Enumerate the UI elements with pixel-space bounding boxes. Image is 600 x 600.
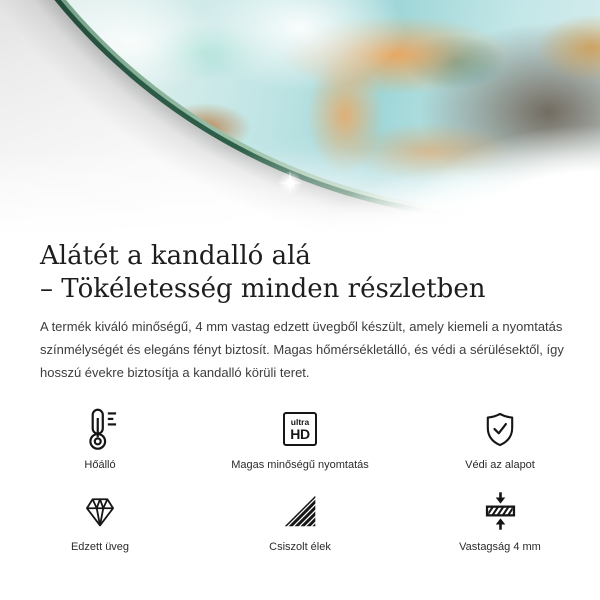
thickness-icon	[483, 487, 518, 535]
thermometer-icon	[84, 405, 117, 453]
feature-thickness	[400, 487, 600, 553]
page-title-line1: Alátét a kandalló alá	[40, 241, 311, 271]
diamond-icon	[82, 487, 118, 535]
product-photo	[0, 0, 600, 238]
feature-label: Csiszolt élek	[269, 541, 331, 553]
feature-label: Védi az alapot	[465, 459, 535, 471]
feature-label: Magas minőségű nyomtatás	[231, 459, 369, 471]
feature-high-quality-print	[200, 405, 400, 471]
content-section	[0, 240, 600, 553]
feature-protects-base	[400, 405, 600, 471]
feature-label: Hőálló	[84, 459, 116, 471]
feature-label: Vastagság 4 mm	[459, 541, 541, 553]
feature-polished-edges	[200, 487, 400, 553]
page-title-line2: – Tökéletesség minden részletben	[40, 274, 486, 304]
feature-heat-resistant	[0, 405, 200, 471]
features-grid	[0, 405, 600, 553]
ultra-hd-box	[283, 412, 317, 446]
ultra-hd-text-top: ultra	[290, 416, 310, 427]
product-description: A termék kiváló minőségű, 4 mm vastag edzett üvegből készült, amely kiemeli a nyomtatás színmélységét és elegáns fényt biztosít. Magas hőmérsékletálló, és védi a sérülésektől, így hosszú évekre biztosítja a kandalló körüli teret.	[40, 319, 564, 380]
page-title	[40, 240, 560, 306]
polished-edges-icon	[283, 487, 317, 535]
feature-tempered-glass	[0, 487, 200, 553]
shield-check-icon	[483, 405, 517, 453]
feature-label: Edzett üveg	[70, 541, 130, 553]
ultra-hd-icon	[283, 405, 317, 453]
ultra-hd-text-bottom: HD	[290, 425, 310, 442]
